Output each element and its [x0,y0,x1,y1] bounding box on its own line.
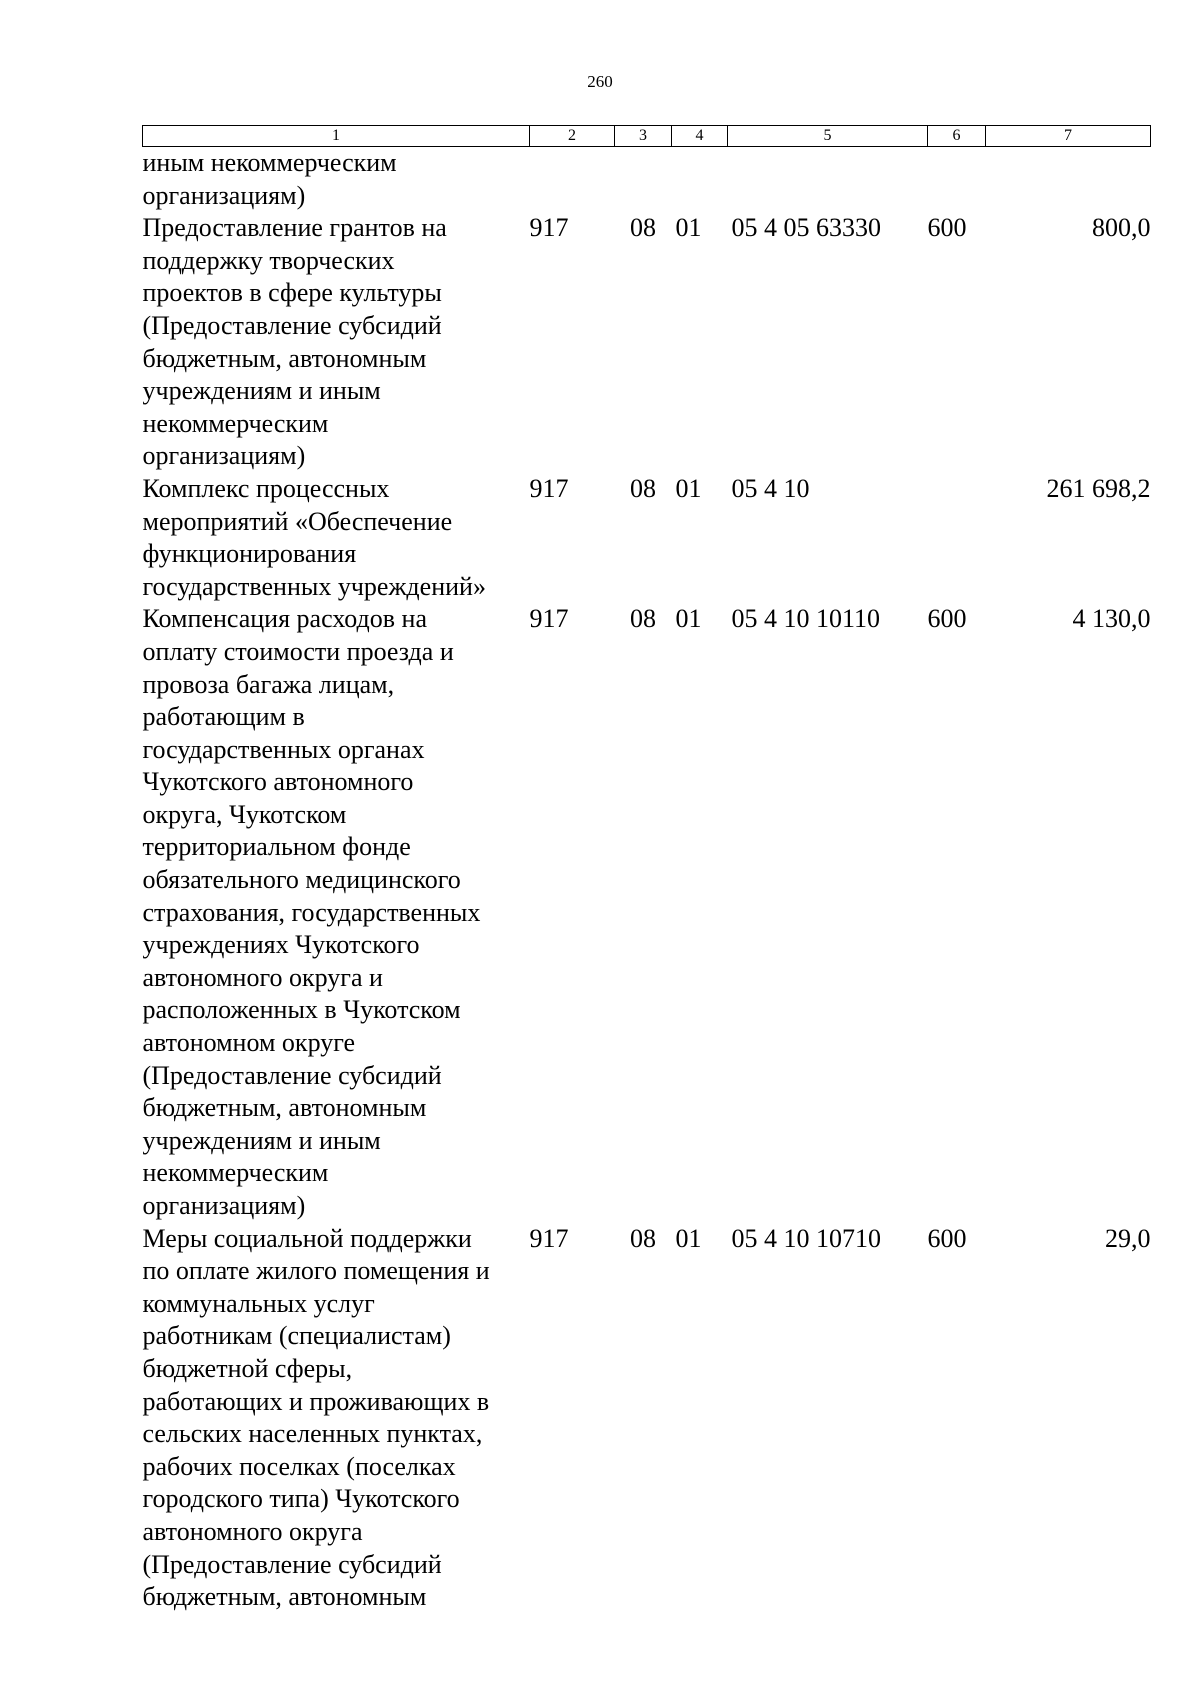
row-name-line: рабочих поселках (поселках [142,1451,456,1481]
row-name-line: бюджетной сферы, [142,1353,353,1383]
row-name-line: государственных учреждений» [142,571,486,601]
header-col-5: 5 [728,126,928,147]
row-name-line: бюджетным, автономным [142,343,427,373]
header-col-3: 3 [615,126,672,147]
header-col-7: 7 [986,126,1151,147]
row-name-line: (Предоставление субсидий [142,1549,442,1579]
row-pr-cell: 01 [675,473,702,503]
row-gr-cell: 917 [529,473,569,503]
row-name-line: организациям) [142,1191,306,1220]
header-col-1: 1 [143,126,530,147]
row-vr-cell [928,473,986,603]
row-name-line: некоммерческим [142,1158,329,1188]
table-row [143,147,1151,213]
row-name-line: сельских населенных пунктах, [142,1419,483,1449]
row-name-cell [143,1223,530,1614]
row-name-line: страхования, государственных [142,897,481,927]
header-col-2: 2 [530,126,615,147]
row-name-cell [143,212,530,473]
row-gr-cell: 917 [529,1223,569,1253]
row-pr-cell [672,147,728,213]
row-name-line: учреждениям и иным [142,1125,381,1155]
row-name-line: работающим в [142,702,305,732]
row-name-line: провоза багажа лицам, [142,669,395,699]
row-name-cell [143,473,530,603]
table-body [143,147,1151,1614]
row-name-line: Меры социальной поддержки [142,1223,472,1253]
row-name-line: государственных органах [142,734,425,764]
row-name-line: бюджетным, автономным [142,1582,427,1612]
row-csr-cell: 05 4 10 10110 [731,604,881,634]
table-row [143,473,1151,603]
row-name-line: мероприятий «Обеспечение [142,506,453,536]
header-row [143,126,1151,147]
row-name-line: некоммерческим [142,408,329,438]
row-name-line: учреждениям и иным [142,376,381,406]
row-name-line: учреждениях Чукотского [142,930,420,960]
row-pr-cell: 01 [675,213,702,243]
header-col-6: 6 [928,126,986,147]
row-name-line: функционирования [142,539,357,569]
row-name-line: Комплекс процессных [142,473,390,503]
row-name-line: коммунальных услуг [142,1288,375,1318]
row-name-line: автономного округа [142,1516,363,1546]
row-name-line: (Предоставление субсидий [142,1060,442,1090]
row-pr-cell: 01 [675,1223,702,1253]
row-name-line: Предоставление грантов на [142,213,447,243]
row-name-line: автономного округа и [142,962,383,992]
row-name-line: округа, Чукотском [142,799,347,829]
row-name-line: городского типа) Чукотского [142,1484,460,1514]
row-name-line: организациям) [142,180,306,210]
table-row [143,603,1151,1222]
row-gr-cell: 917 [529,604,569,634]
row-name-line: поддержку творческих [142,245,395,275]
row-rz-cell: 08 [630,213,656,243]
budget-table [142,125,1151,1614]
row-vr-cell: 600 [927,604,967,634]
row-amount-cell: 29,0 [1105,1223,1151,1253]
row-name-line: территориальном фонде [142,832,411,862]
row-vr-cell: 600 [927,1223,967,1253]
row-name-line: по оплате жилого помещения и [142,1256,490,1286]
row-name-line: иным некоммерческим [142,148,397,177]
row-rz-cell [615,147,672,213]
row-csr-cell: 05 4 10 10710 [731,1223,881,1253]
row-name-line: организациям) [142,441,306,471]
row-vr-cell: 600 [927,213,967,243]
row-rz-cell: 08 [630,604,656,634]
row-vr-cell [928,147,986,213]
row-name-line: Чукотского автономного [142,767,414,797]
table-row [143,212,1151,473]
page-number: 260 [587,72,613,91]
row-csr-cell: 05 4 10 [731,473,810,503]
header-col-4: 4 [672,126,728,147]
row-rz-cell: 08 [630,473,656,503]
row-name-line: Компенсация расходов на [142,604,428,634]
row-amount-cell: 261 698,2 [1046,473,1151,503]
row-name-cell [143,147,530,213]
row-rz-cell: 08 [630,1223,656,1253]
table-row [143,1223,1151,1614]
row-name-line: автономном округе [142,1028,356,1058]
row-gr-cell [530,147,615,213]
row-csr-cell: 05 4 05 63330 [731,213,881,243]
row-gr-cell: 917 [529,213,569,243]
row-amount-cell: 4 130,0 [1072,604,1151,634]
row-name-line: проектов в сфере культуры [142,278,442,308]
row-name-line: расположенных в Чукотском [142,995,461,1025]
row-name-line: работающих и проживающих в [142,1386,490,1416]
row-name-line: (Предоставление субсидий [142,310,442,340]
table-header [143,126,1151,147]
row-name-line: обязательного медицинского [142,865,461,895]
row-amount-cell: 800,0 [1092,213,1151,243]
row-name-line: бюджетным, автономным [142,1093,427,1123]
row-name-line: оплату стоимости проезда и [142,636,454,666]
row-csr-cell [728,147,928,213]
row-amount-cell [986,147,1151,213]
row-name-line: работникам (специалистам) [142,1321,451,1351]
row-pr-cell: 01 [675,604,702,634]
row-name-cell [143,603,530,1222]
